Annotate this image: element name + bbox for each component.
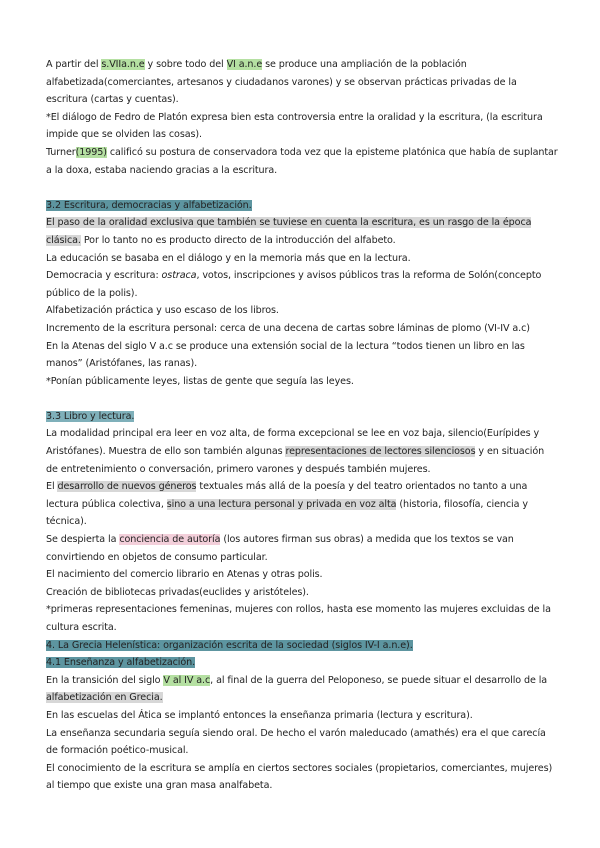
turner-paragraph: Turner(1995) calificó su postura de conservadora toda vez que la episteme platónica que había de suplantar a la doxa, estaba naciendo gracias a la escritura. bbox=[46, 146, 558, 176]
highlight-year: (1995) bbox=[75, 146, 107, 158]
section-4-1-p1: En la transición del siglo V al IV a.c, al final de la guerra del Peloponeso, se puede situar el desarrollo de la alfabetización en Grecia. bbox=[46, 674, 548, 704]
section-3-2-p7: *Ponían públicamente leyes, listas de gente que seguía las leyes. bbox=[46, 375, 354, 387]
section-4-1-p3: La enseñanza secundaria seguía siendo oral. De hecho el varón maleducado (amathés) era el que carecía de formación poético-musical. bbox=[46, 727, 546, 757]
section-3-2-p1: El paso de la oralidad exclusiva que también se tuviese en cuenta la escritura, es un rasgo de la época clásica. Por lo tanto no es producto directo de la introducción del alfabeto. bbox=[46, 217, 532, 246]
heading-4: 4. La Grecia Helenística: organización escrita de la sociedad (siglos IV-I a.n.e). bbox=[46, 639, 413, 651]
highlight-century-6: VI a.n.e bbox=[226, 59, 263, 70]
fedro-note: *El diálogo de Fedro de Platón expresa bien esta controversia entre la oralidad y la escritura, (la escritura impide que se olviden las cosas). bbox=[46, 111, 543, 141]
section-3-3-p3: Se despierta la conciencia de autoría (los autores firman sus obras) a medida que los textos se van convirtiendo en objetos de consumo particular. bbox=[46, 534, 514, 563]
section-4-1-p4: El conocimiento de la escritura se amplía en ciertos sectores sociales (propietarios, comerciantes, mujeres) al tiempo que existe una gran masa analfabeta. bbox=[46, 762, 553, 792]
heading-3-3: 3.3 Libro y lectura. bbox=[46, 410, 135, 422]
document-page bbox=[46, 56, 558, 795]
section-3-3-p4: El nacimiento del comercio librario en Atenas y otras polis. bbox=[46, 569, 323, 581]
section-4-1-p2: En las escuelas del Ática se implantó entonces la enseñanza primaria (lectura y escritura). bbox=[46, 709, 473, 721]
section-3-2-p6: En la Atenas del siglo V a.c se produce una extensión social de la lectura “todos tienen un libro en las manos” (Aristófanes, las ranas). bbox=[46, 340, 525, 370]
section-3-2-p5: Incremento de la escritura personal: cerca de una decena de cartas sobre láminas de plomo (VI-IV a.c) bbox=[46, 322, 530, 334]
section-3-3-p1: La modalidad principal era leer en voz alta, de forma excepcional se lee en voz baja, silencio(Eurípides y Aristófanes). Muestra de ello son también algunas representaciones de lectores silenciosos y en situación de entretenimiento o conversación, primero varones y después también mujeres. bbox=[46, 428, 545, 475]
section-3-3-p2: El desarrollo de nuevos géneros textuales más allá de la poesía y del teatro orientados no tanto a una lectura pública colectiva, sino a una lectura personal y privada en voz alta (historia, filosofía, ciencia y técnica). bbox=[46, 481, 528, 528]
heading-4-1: 4.1 Enseñanza y alfabetización. bbox=[46, 657, 196, 669]
section-3-2-p2: La educación se basaba en el diálogo y en la memoria más que en la lectura. bbox=[46, 252, 411, 264]
heading-3-2: 3.2 Escritura, democracias y alfabetización. bbox=[46, 199, 252, 211]
section-3-2-p4: Alfabetización práctica y uso escaso de los libros. bbox=[46, 305, 279, 317]
section-3-3-p5: Creación de bibliotecas privadas(euclides y aristóteles). bbox=[46, 586, 309, 598]
section-3-2-p3: Democracia y escritura: ostraca, votos, inscripciones y avisos públicos tras la reforma de Solón(concepto público de la polis). bbox=[46, 270, 542, 299]
intro-paragraph: A partir del s.VIIa.n.e y sobre todo del VI a.n.e se produce una ampliación de la población alfabetizada(comerciantes, artesanos y ciudadanos varones) y se observan prácticas privadas de la escritura (cartas y cuentas). bbox=[46, 59, 517, 106]
highlight-century-7: s.VIIa.n.e bbox=[101, 59, 145, 70]
section-3-3-p6: *primeras representaciones femeninas, mujeres con rollos, hasta ese momento las mujeres excluidas de la cultura escrita. bbox=[46, 604, 551, 633]
